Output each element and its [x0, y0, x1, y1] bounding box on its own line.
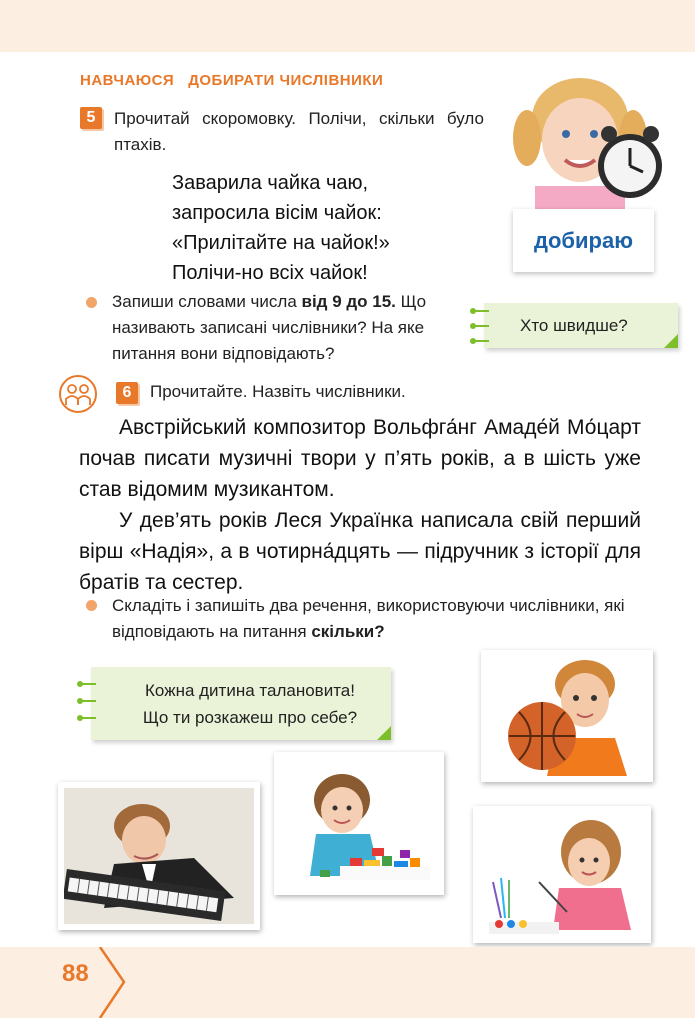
tongue-twister-poem — [172, 168, 390, 288]
poem-line: запросила вісім чайок: — [172, 202, 382, 224]
poem-line: Заварила чайка чаю, — [172, 172, 369, 194]
poem-line: Полічи-но всіх чайок! — [172, 262, 368, 284]
bullet-2-text: Складіть і запишіть два речення, використовуючи числівники, які відповідають на питання скільки? — [112, 596, 625, 641]
boy-piano-photo — [58, 782, 260, 930]
sticker-line: Кожна дитина талановита! — [145, 681, 355, 700]
story-text — [79, 412, 641, 598]
section-heading: НАВЧАЮСЯ ДОБИРАТИ ЧИСЛІВНИКИ — [80, 72, 384, 89]
pair-work-icon — [58, 374, 98, 414]
story-paragraph: У дев’ять років Леся Українка написала свій перший вірш «Надія», а в чотирна́дцять — підручник з історії для братів та сестер. — [79, 509, 641, 594]
label-dobyrayu: добираю — [513, 209, 654, 272]
poem-line: «Прилітайте на чайок!» — [172, 232, 390, 254]
girl-with-clock-illustration — [505, 68, 675, 213]
top-band — [0, 0, 695, 52]
sticker-text: Хто швидше? — [520, 316, 628, 335]
bullet-1-text: Запиши словами числа від 9 до 15. Що називають записані числівники? На яке питання вони відповідають? — [112, 292, 427, 363]
sticker-who-faster — [484, 303, 678, 348]
orange-dot-icon — [86, 297, 97, 308]
sticker-talent — [91, 667, 391, 740]
girl-painting-photo — [473, 806, 651, 943]
task-number-badge: 5 — [80, 107, 102, 129]
girl-blocks-photo — [274, 752, 444, 895]
task-number-badge: 6 — [116, 382, 138, 404]
story-paragraph: Австрійський композитор Вольфга́нг Амаде́й Мо́царт почав писати музичні твори у п’ять років, а в шість уже став відомим музикантом. — [79, 416, 641, 501]
boy-basketball-photo — [481, 650, 653, 782]
orange-dot-icon — [86, 600, 97, 611]
sticker-line: Що ти розкажеш про себе? — [142, 708, 358, 727]
bottom-band — [0, 947, 695, 1018]
page-number: 88 — [62, 960, 89, 987]
task-6-text: Прочитайте. Назвіть числівники. — [150, 382, 406, 401]
task-5-text: Прочитай скоромовку. Полічи, скільки було птахів. — [114, 109, 484, 154]
